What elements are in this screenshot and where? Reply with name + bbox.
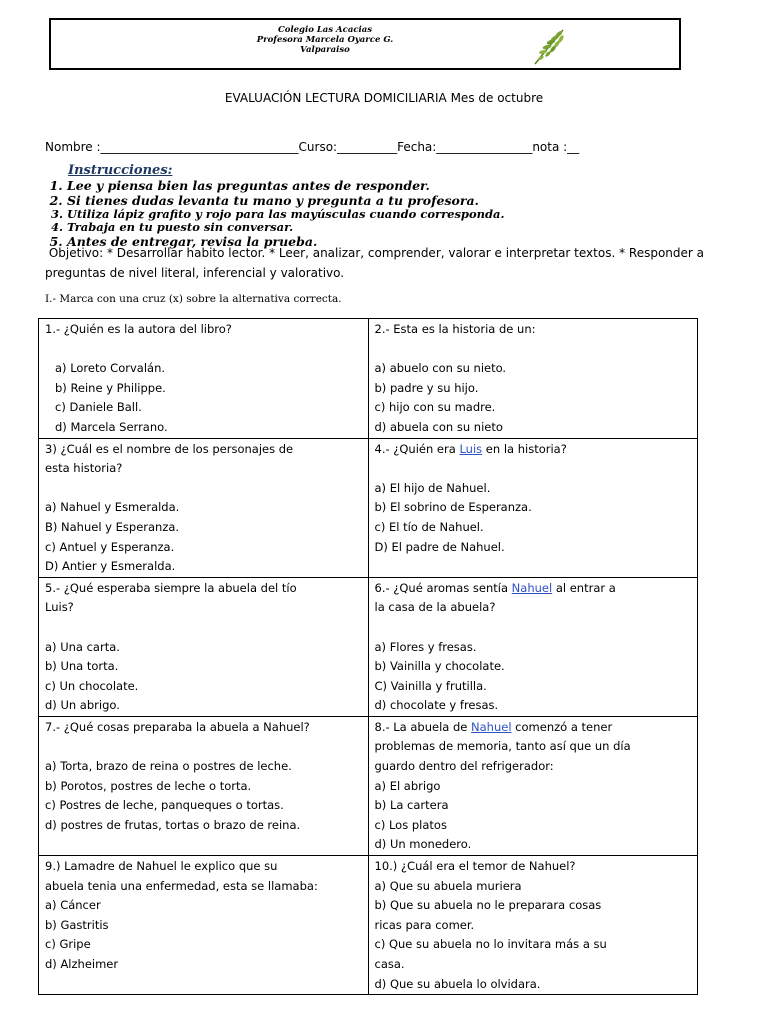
option[interactable]: a) Una carta. [45, 639, 120, 654]
instruction-item: 1. Lee y piensa bien las preguntas antes de responder. [67, 178, 745, 193]
option[interactable]: c) Un chocolate. [45, 678, 139, 693]
option[interactable]: a) abuelo con su nieto. [374, 361, 507, 376]
instruction-item: 3. Utiliza lápiz grafito y rojo para las mayúsculas cuando corresponda. [67, 208, 745, 221]
objective-label: Objetivo: [48, 246, 104, 260]
question-text: 1.- ¿Quién es la autora del libro? [45, 322, 232, 336]
option[interactable]: d) postres de frutas, tortas o brazo de reina. [45, 817, 301, 832]
instruction-item: 4. Trabaja en tu puesto sin conversar. [67, 221, 745, 234]
instruction-item: 2. Si tienes dudas levanta tu mano y pregunta a tu profesora. [67, 193, 745, 208]
option[interactable]: a) Que su abuela muriera [374, 878, 522, 893]
question-1[interactable] [39, 319, 369, 439]
option[interactable]: c) Postres de leche, panqueques o tortas. [45, 798, 284, 813]
question-text: 10.) ¿Cuál era el temor de Nahuel? [374, 859, 576, 874]
instructions-list [45, 178, 745, 249]
option[interactable]: d) abuela con su nieto [374, 419, 503, 434]
option[interactable]: b) La cartera [374, 798, 449, 813]
option[interactable]: D) El padre de Nahuel. [374, 539, 505, 554]
option[interactable]: b) Vainilla y chocolate. [374, 659, 505, 674]
teacher-name: Profesora Marcela Oyarce G. [256, 35, 394, 45]
instruction-item: 5. Antes de entregar, revisa la prueba. [67, 234, 745, 249]
question-5[interactable] [39, 577, 369, 716]
option[interactable]: b) Gastritis [45, 917, 109, 932]
header-text [51, 25, 599, 55]
link-luis[interactable]: Luis [459, 441, 483, 456]
option[interactable]: c) Que su abuela no lo invitara más a su [374, 937, 607, 952]
school-name: Colegio Las Acacias [277, 25, 373, 35]
question-9[interactable] [39, 856, 369, 995]
question-text: 2.- Esta es la historia de un: [374, 322, 536, 336]
question-text: 3) ¿Cuál es el nombre de los personajes de [45, 441, 294, 456]
option[interactable]: d) Alzheimer [45, 957, 119, 971]
option[interactable]: b) Una torta. [45, 659, 119, 674]
option[interactable]: b) Que su abuela no le preparara cosas [374, 898, 602, 913]
question-text-part: comenzó a tener [511, 719, 613, 734]
option[interactable]: casa. [374, 957, 405, 971]
questions-table [38, 318, 698, 995]
option[interactable]: a) Torta, brazo de reina o postres de leche. [45, 759, 292, 774]
option[interactable]: c) hijo con su madre. [374, 400, 496, 415]
option[interactable]: B) Nahuel y Esperanza. [45, 519, 180, 534]
question-6[interactable] [368, 577, 698, 716]
question-text [375, 579, 692, 599]
question-4[interactable] [368, 438, 698, 577]
question-text: problemas de memoria, tanto así que un día [374, 739, 631, 754]
option[interactable]: a) El hijo de Nahuel. [374, 480, 491, 495]
option[interactable]: C) Vainilla y frutilla. [374, 678, 487, 693]
option[interactable]: d) Un abrigo. [45, 698, 120, 713]
objective-text: * Desarrollar habito lector. * Leer, analizar, comprender, valorar e interpretar textos. * Responder a preguntas de nivel literal, inferencial y valorativo. [45, 246, 704, 280]
option[interactable]: c) Antuel y Esperanza. [45, 539, 175, 554]
question-3[interactable] [39, 438, 369, 577]
link-nahuel[interactable]: Nahuel [511, 580, 553, 595]
city-name: Valparaiso [300, 45, 350, 55]
question-10[interactable] [368, 856, 698, 995]
question-text [375, 718, 692, 738]
option[interactable]: c) Daniele Ball. [55, 400, 142, 415]
option[interactable]: c) Gripe [45, 937, 91, 952]
option[interactable]: a) Nahuel y Esmeralda. [45, 500, 180, 515]
question-text: Luis? [45, 600, 74, 615]
option[interactable]: d) Marcela Serrano. [55, 419, 168, 434]
question-8[interactable] [368, 716, 698, 855]
option[interactable]: a) Cáncer [45, 898, 101, 913]
question-text-part: 8.- La abuela de [374, 719, 472, 734]
instructions-heading: Instrucciones: [68, 163, 173, 178]
option[interactable]: ricas para comer. [374, 917, 475, 932]
question-text: la casa de la abuela? [374, 600, 496, 615]
question-text [375, 440, 692, 460]
question-text: 7.- ¿Qué cosas preparaba la abuela a Nahuel? [45, 719, 310, 734]
question-2[interactable] [368, 319, 698, 439]
option[interactable]: d) chocolate y fresas. [374, 698, 499, 713]
link-nahuel[interactable]: Nahuel [471, 719, 512, 734]
question-text-part: 6.- ¿Qué aromas sentía [374, 580, 512, 595]
section-title: I.- Marca con una cruz (x) sobre la alternativa correcta. [45, 293, 342, 305]
question-text: abuela tenia una enfermedad, esta se llamaba: [45, 878, 318, 893]
objective [45, 243, 725, 283]
option[interactable]: c) El tío de Nahuel. [374, 519, 484, 534]
page-title: EVALUACIÓN LECTURA DOMICILIARIA Mes de octubre [224, 91, 544, 105]
option[interactable]: a) Loreto Corvalán. [55, 361, 166, 376]
question-text: esta historia? [45, 461, 123, 476]
question-text-part: al entrar a [552, 580, 616, 595]
option[interactable]: a) Flores y fresas. [374, 639, 477, 654]
school-header [49, 18, 681, 70]
leaf-logo-icon [529, 26, 569, 66]
option[interactable]: d) Que su abuela lo olvidara. [374, 976, 541, 991]
option[interactable]: D) Antier y Esmeralda. [45, 559, 176, 574]
option[interactable]: d) Un monedero. [374, 837, 472, 852]
option[interactable]: b) El sobrino de Esperanza. [374, 500, 532, 515]
student-info-line[interactable]: Nombre :_________________________________Curso:__________Fecha:________________nota :__ [45, 140, 580, 154]
question-text-part: en la historia? [482, 441, 567, 456]
option[interactable]: b) Reine y Philippe. [55, 380, 166, 395]
question-text: 5.- ¿Qué esperaba siempre la abuela del tío [45, 580, 297, 595]
instructions [45, 163, 745, 249]
question-text: guardo dentro del refrigerador: [374, 759, 554, 774]
option[interactable]: a) El abrigo [374, 778, 441, 793]
question-text: 9.) Lamadre de Nahuel le explico que su [45, 859, 278, 874]
question-text-part: 4.- ¿Quién era [374, 441, 460, 456]
option[interactable]: c) Los platos [374, 817, 447, 832]
question-7[interactable] [39, 716, 369, 855]
option[interactable]: b) padre y su hijo. [374, 380, 479, 395]
option[interactable]: b) Porotos, postres de leche o torta. [45, 778, 252, 793]
